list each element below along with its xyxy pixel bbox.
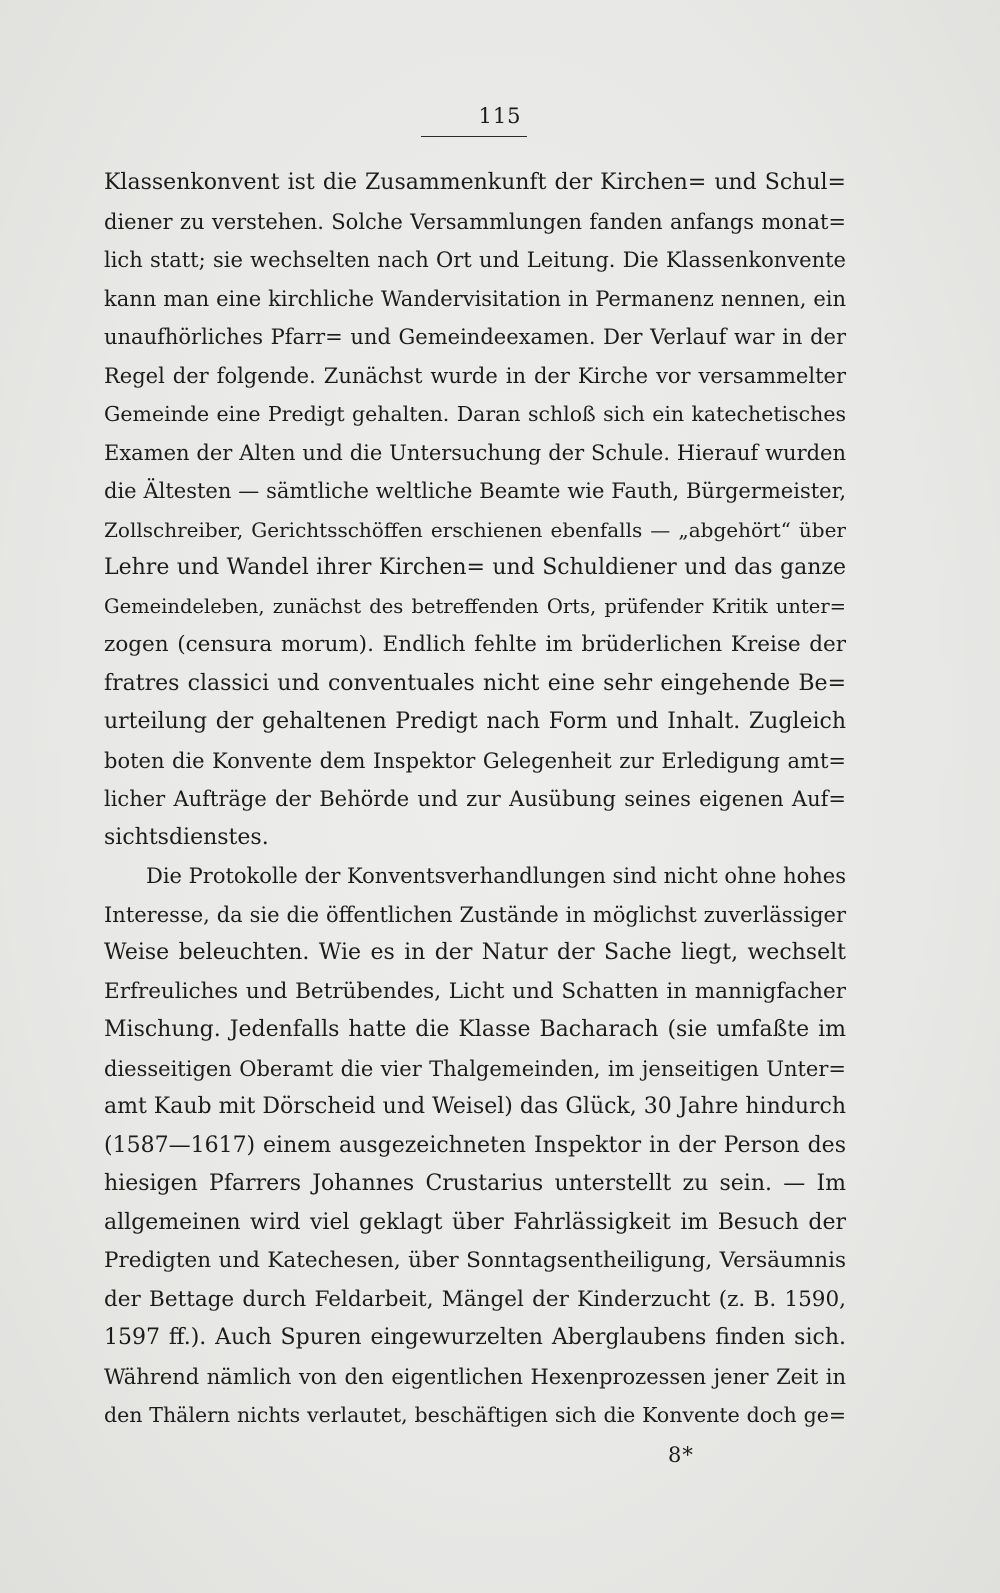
text-line: unaufhörliches Pfarr= und Gemeindeexamen. Der Verlauf war in der — [104, 325, 846, 349]
text-line: Erfreuliches und Betrübendes, Licht und Schatten in mannigfacher — [104, 978, 846, 1004]
text-line: amt Kaub mit Dörscheid und Weisel) das Glück, 30 Jahre hindurch — [104, 1094, 847, 1119]
text-line-paragraph-end: sichtsdienstes. — [104, 824, 269, 850]
text-line: Gemeindeleben, zunächst des betreffenden Orts, prüfender Kritik unter= — [104, 594, 846, 618]
text-line: (1587—1617) einem ausgezeichneten Inspektor in der Person des — [104, 1132, 846, 1158]
text-line: 1597 ff.). Auch Spuren eingewurzelten Aberglaubens finden sich. — [104, 1325, 846, 1350]
text-line: kann man eine kirchliche Wandervisitation in Permanenz nennen, ein — [104, 286, 846, 311]
text-line: der Bettage durch Feldarbeit, Mängel der Kinderzucht (z. B. 1590, — [104, 1286, 846, 1312]
text-line: boten die Konvente dem Inspektor Gelegenheit zur Erledigung amt= — [104, 748, 846, 773]
text-line: Während nämlich von den eigentlichen Hexenprozessen jener Zeit in — [104, 1364, 846, 1389]
text-line: den Thälern nichts verlautet, beschäftigen sich die Konvente doch ge= — [104, 1403, 846, 1427]
text-line: diesseitigen Oberamt die vier Thalgemeinden, im jenseitigen Unter= — [104, 1056, 846, 1081]
text-line: die Ältesten — sämtliche weltliche Beamte wie Fauth, Bürgermeister, — [104, 479, 846, 503]
text-line: Gemeinde eine Predigt gehalten. Daran schloß sich ein katechetisches — [104, 402, 846, 426]
text-line: diener zu verstehen. Solche Versammlungen fanden anfangs monat= — [104, 209, 846, 234]
page-number: 115 — [478, 104, 522, 128]
text-line: Predigten und Katechesen, über Sonntagsentheiligung, Versäumnis — [104, 1248, 846, 1273]
text-line: hiesigen Pfarrers Johannes Crustarius unterstellt zu sein. — Im — [104, 1171, 846, 1196]
signature-mark: 8* — [668, 1443, 694, 1467]
text-line-paragraph-start: Die Protokolle der Konventsverhandlungen sind nicht ohne hohes — [146, 864, 847, 888]
text-line: Mischung. Jedenfalls hatte die Klasse Bacharach (sie umfaßte im — [104, 1017, 846, 1042]
text-line: Regel der folgende. Zunächst wurde in der Kirche vor versammelter — [104, 363, 846, 388]
body-text — [104, 164, 846, 1435]
text-line: licher Aufträge der Behörde und zur Ausübung seines eigenen Auf= — [104, 787, 846, 811]
text-line: allgemeinen wird viel geklagt über Fahrlässigkeit im Besuch der — [104, 1209, 846, 1235]
text-line: lich statt; sie wechselten nach Ort und Leitung. Die Klassenkonvente — [104, 248, 846, 272]
text-line: urteilung der gehaltenen Predigt nach Form und Inhalt. Zugleich — [104, 709, 846, 734]
text-line: zogen (censura morum). Endlich fehlte im brüderlichen Kreise der — [104, 632, 846, 657]
text-line: Klassenkonvent ist die Zusammenkunft der Kirchen= und Schul= — [104, 170, 846, 195]
text-line: Lehre und Wandel ihrer Kirchen= und Schuldiener und das ganze — [104, 555, 846, 580]
text-line: fratres classici und conventuales nicht eine sehr eingehende Be= — [104, 670, 846, 696]
text-line: Examen der Alten und die Untersuchung der Schule. Hierauf wurden — [104, 440, 846, 465]
text-line: Zollschreiber, Gerichtsschöffen erschienen ebenfalls — „abgehört“ über — [104, 517, 846, 542]
text-line: Interesse, da sie die öffentlichen Zustände in möglichst zuverlässiger — [104, 902, 846, 927]
text-line: Weise beleuchten. Wie es in der Natur der Sache liegt, wechselt — [104, 940, 846, 965]
header-rule — [421, 136, 527, 137]
